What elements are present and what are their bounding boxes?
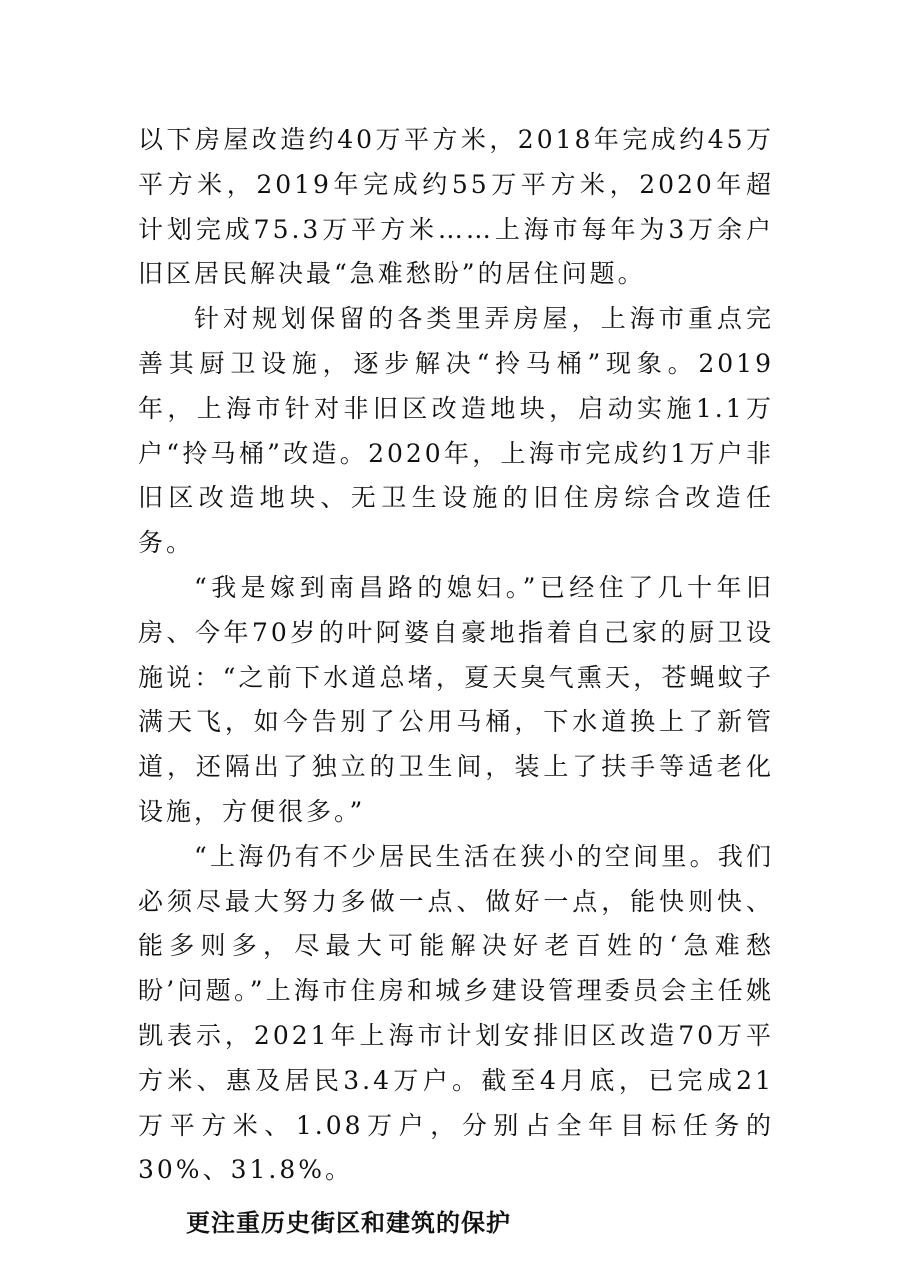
- paragraph-1: 以下房屋改造约40万平方米，2018年完成约45万平方米，2019年完成约55万平方米，2020年超计划完成75.3万平方米……上海市每年为3万余户旧区居民解决最“急难愁盼”的居住问题。: [138, 125, 774, 289]
- paragraph-2: 针对规划保留的各类里弄房屋，上海市重点完善其厨卫设施，逐步解决“拎马桶”现象。2019年，上海市针对非旧区改造地块，启动实施1.1万户“拎马桶”改造。2020年，上海市完成约1万户非旧区改造地块、无卫生设施的旧住房综合改造任务。: [138, 304, 774, 558]
- paragraph-4: “上海仍有不少居民生活在狭小的空间里。我们必须尽最大努力多做一点、做好一点，能快则快、能多则多，尽最大可能解决好老百姓的‘急难愁盼’问题。”上海市住房和城乡建设管理委员会主任姚凯表示，2021年上海市计划安排旧区改造70万平方米、惠及居民3.4万户。截至4月底，已完成21万平方米、1.08万户，分别占全年目标任务的30%、31.8%。: [138, 841, 774, 1185]
- section-heading: 更注重历史街区和建筑的保护: [186, 1209, 511, 1238]
- paragraph-3: “我是嫁到南昌路的媳妇。”已经住了几十年旧房、今年70岁的叶阿婆自豪地指着自己家的厨卫设施说：“之前下水道总堵，夏天臭气熏天，苍蝇蚊子满天飞，如今告别了公用马桶，下水道换上了新管道，还隔出了独立的卫生间，装上了扶手等适老化设施，方便很多。”: [138, 572, 774, 826]
- article-body: [138, 118, 774, 1246]
